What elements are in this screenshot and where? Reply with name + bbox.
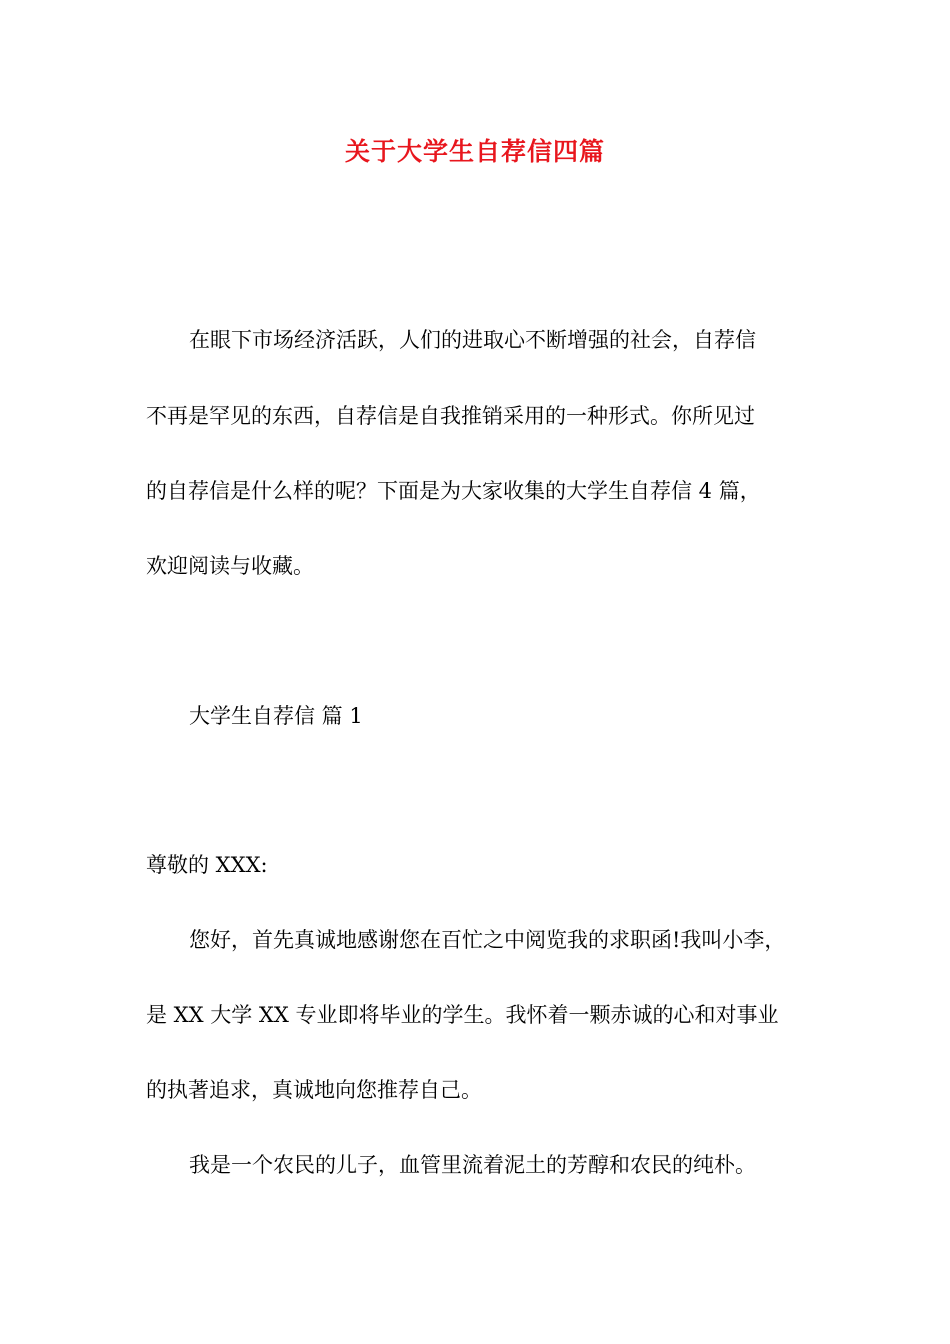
salutation: 尊敬的 XXX: [146,853,268,877]
body-line-4: 我是一个农民的儿子，血管里流着泥土的芳醇和农民的纯朴。 [189,1153,756,1177]
document-title: 关于大学生自荐信四篇 [344,137,605,166]
section-heading: 大学生自荐信 篇 1 [189,704,363,728]
body-line-1: 您好，首先真诚地感谢您在百忙之中阅览我的求职函!我叫小李， [189,928,786,952]
intro-line-3: 的自荐信是什么样的呢？下面是为大家收集的大学生自荐信 4 篇， [146,479,761,503]
body-line-2: 是 XX 大学 XX 专业即将毕业的学生。我怀着一颗赤诚的心和对事业 [146,1003,779,1027]
body-line-3: 的执著追求，真诚地向您推荐自己。 [146,1078,482,1102]
intro-line-1: 在眼下市场经济活跃，人们的进取心不断增强的社会，自荐信 [189,328,756,352]
intro-line-4: 欢迎阅读与收藏。 [146,554,314,578]
intro-line-2: 不再是罕见的东西，自荐信是自我推销采用的一种形式。你所见过 [146,404,755,428]
